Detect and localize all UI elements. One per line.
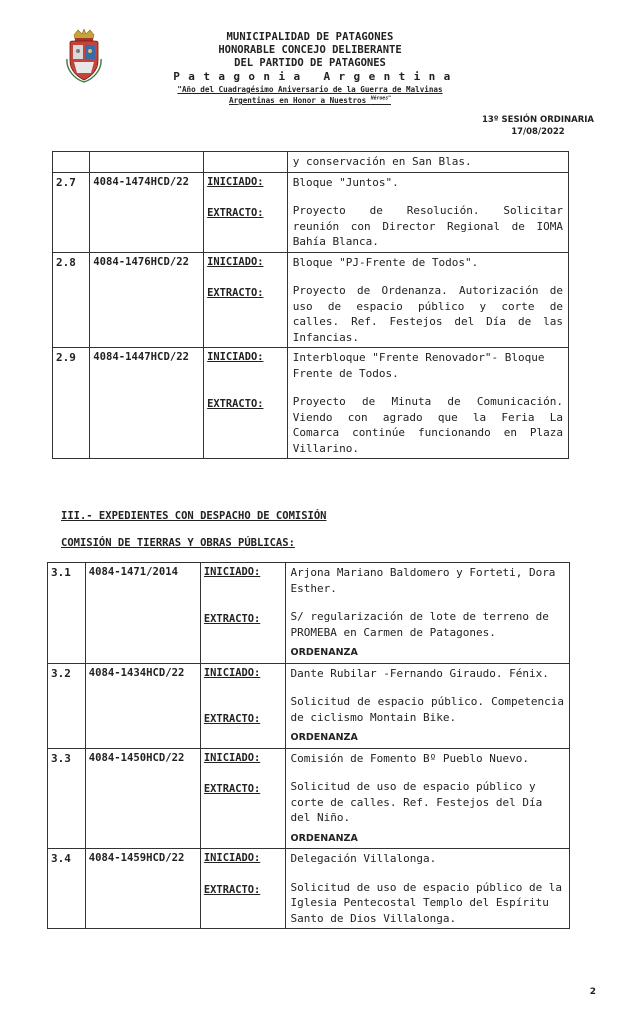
file-code: 4084-1476HCD/22 xyxy=(90,252,204,348)
text-cell xyxy=(285,748,569,849)
file-code: 4084-1447HCD/22 xyxy=(90,348,204,459)
extracto-label: EXTRACTO: xyxy=(203,713,261,725)
label-cell xyxy=(200,748,285,849)
row-number: 3.1 xyxy=(48,563,86,664)
file-code: 4084-1471/2014 xyxy=(85,563,200,664)
file-code: 4084-1450HCD/22 xyxy=(85,748,200,849)
motto-line-2-small: Héroes" xyxy=(370,96,391,102)
ordenanza-label: ORDENANZA xyxy=(290,732,358,743)
iniciado-text: Bloque "Juntos". xyxy=(292,175,399,189)
label-cell xyxy=(200,849,285,929)
iniciado-text: Interbloque "Frente Renovador"- Bloque Frente de Todos. xyxy=(292,351,545,380)
label-cell xyxy=(200,563,285,664)
extracto-text: Solicitud de uso de espacio público y corte de calles. Ref. Festejos del Día del Niño. xyxy=(290,780,543,824)
region-name: Patagonia Argentina xyxy=(173,70,459,83)
motto-line-2-text: Argentinas en Honor a Nuestros xyxy=(229,96,367,105)
text-cell xyxy=(285,663,569,748)
motto-line-2 xyxy=(140,96,480,105)
iniciado-text: Comisión de Fomento Bº Pueblo Nuevo. xyxy=(290,751,529,765)
text-cell xyxy=(287,152,568,173)
label-cell xyxy=(204,252,288,348)
extracto-label: EXTRACTO: xyxy=(207,207,264,219)
extracto-text: Proyecto de Minuta de Comunicación. Viendo con agrado que la Feria La Comarca continúe funcionando en Plaza Villarino. xyxy=(292,395,563,455)
table-row xyxy=(53,172,569,252)
extracto-label: EXTRACTO: xyxy=(203,883,261,896)
table-row xyxy=(48,663,570,748)
page-number: 2 xyxy=(589,987,596,997)
extracto-label: EXTRACTO: xyxy=(207,287,264,299)
district-name: DEL PARTIDO DE PATAGONES xyxy=(234,57,386,69)
label-cell xyxy=(204,348,288,459)
row-number: 2.7 xyxy=(53,172,90,252)
table-row xyxy=(48,849,570,929)
row-number: 3.4 xyxy=(48,849,86,929)
commission-title: COMISIÓN DE TIERRAS Y OBRAS PÚBLICAS: xyxy=(61,537,295,549)
row-number: 3.2 xyxy=(48,663,86,748)
row-number: 2.9 xyxy=(53,348,90,459)
session-info xyxy=(482,114,594,138)
text-cell xyxy=(287,172,568,252)
extracto-text: Solicitud de espacio público. Competencia de ciclismo Montain Bike. xyxy=(290,695,564,724)
iniciado-label: INICIADO: xyxy=(207,175,264,188)
text-cell xyxy=(285,849,569,929)
label-cell xyxy=(204,152,288,173)
extracto-label: EXTRACTO: xyxy=(203,783,261,795)
extracto-text: Proyecto de Ordenanza. Autorización de uso de espacio público y corte de calles. Ref. Festejos del Día de las Infancias. xyxy=(292,284,563,344)
file-code: 4084-1434HCD/22 xyxy=(85,663,200,748)
extracto-text: Proyecto de Resolución. Solicitar reunión con Director Regional de IOMA Bahía Blanca. xyxy=(292,204,563,248)
extracto-label: EXTRACTO: xyxy=(203,612,261,625)
iniciado-label: INICIADO: xyxy=(203,852,261,864)
iniciado-text: Arjona Mariano Baldomero y Forteti, Dora Esther. xyxy=(290,566,556,595)
section-title: III.- EXPEDIENTES CON DESPACHO DE COMISIÓN xyxy=(61,510,327,522)
file-code xyxy=(90,152,204,173)
label-cell xyxy=(200,663,285,748)
session-title: 13º SESIÓN ORDINARIA xyxy=(481,115,594,125)
agenda-table-2 xyxy=(52,151,569,459)
continuation-text: y conservación en San Blas. xyxy=(292,155,472,168)
file-code: 4084-1459HCD/22 xyxy=(85,849,200,929)
extracto-text: Solicitud de uso de espacio público de la Iglesia Pentecostal Templo del Espíritu Santo de Dios Villalonga. xyxy=(290,880,563,925)
iniciado-label: INICIADO: xyxy=(207,351,264,363)
extracto-label: EXTRACTO: xyxy=(207,397,264,410)
row-number: 2.8 xyxy=(53,252,90,348)
council-name: HONORABLE CONCEJO DELIBERANTE xyxy=(218,44,402,56)
table-row xyxy=(53,348,569,459)
ordenanza-label: ORDENANZA xyxy=(290,647,358,658)
text-cell xyxy=(287,252,568,348)
table-row xyxy=(53,252,569,348)
label-cell xyxy=(204,172,288,252)
table-row xyxy=(48,563,570,664)
table-row xyxy=(53,152,569,173)
row-number: 3.3 xyxy=(48,748,86,849)
municipality-name: MUNICIPALIDAD DE PATAGONES xyxy=(226,31,394,43)
iniciado-label: INICIADO: xyxy=(203,666,261,679)
table-row xyxy=(48,748,570,849)
iniciado-label: INICIADO: xyxy=(203,566,261,578)
row-number xyxy=(53,152,90,173)
extracto-text: S/ regularización de lote de terreno de PROMEBA en Carmen de Patagones. xyxy=(290,610,549,639)
text-cell xyxy=(285,563,569,664)
iniciado-text: Delegación Villalonga. xyxy=(290,852,437,865)
text-cell xyxy=(287,348,568,459)
iniciado-text: Dante Rubilar -Fernando Giraudo. Fénix. xyxy=(290,666,549,680)
ordenanza-label: ORDENANZA xyxy=(290,832,358,844)
iniciado-text: Bloque "PJ-Frente de Todos". xyxy=(292,255,479,269)
session-date: 17/08/2022 xyxy=(511,127,565,137)
iniciado-label: INICIADO: xyxy=(207,255,264,268)
file-code: 4084-1474HCD/22 xyxy=(90,172,204,252)
iniciado-label: INICIADO: xyxy=(203,751,261,764)
motto-line-1: "Año del Cuadragésimo Aniversario de la Guerra de Malvinas xyxy=(177,85,443,94)
municipal-crest-icon xyxy=(66,29,102,83)
agenda-table-3 xyxy=(47,562,570,929)
